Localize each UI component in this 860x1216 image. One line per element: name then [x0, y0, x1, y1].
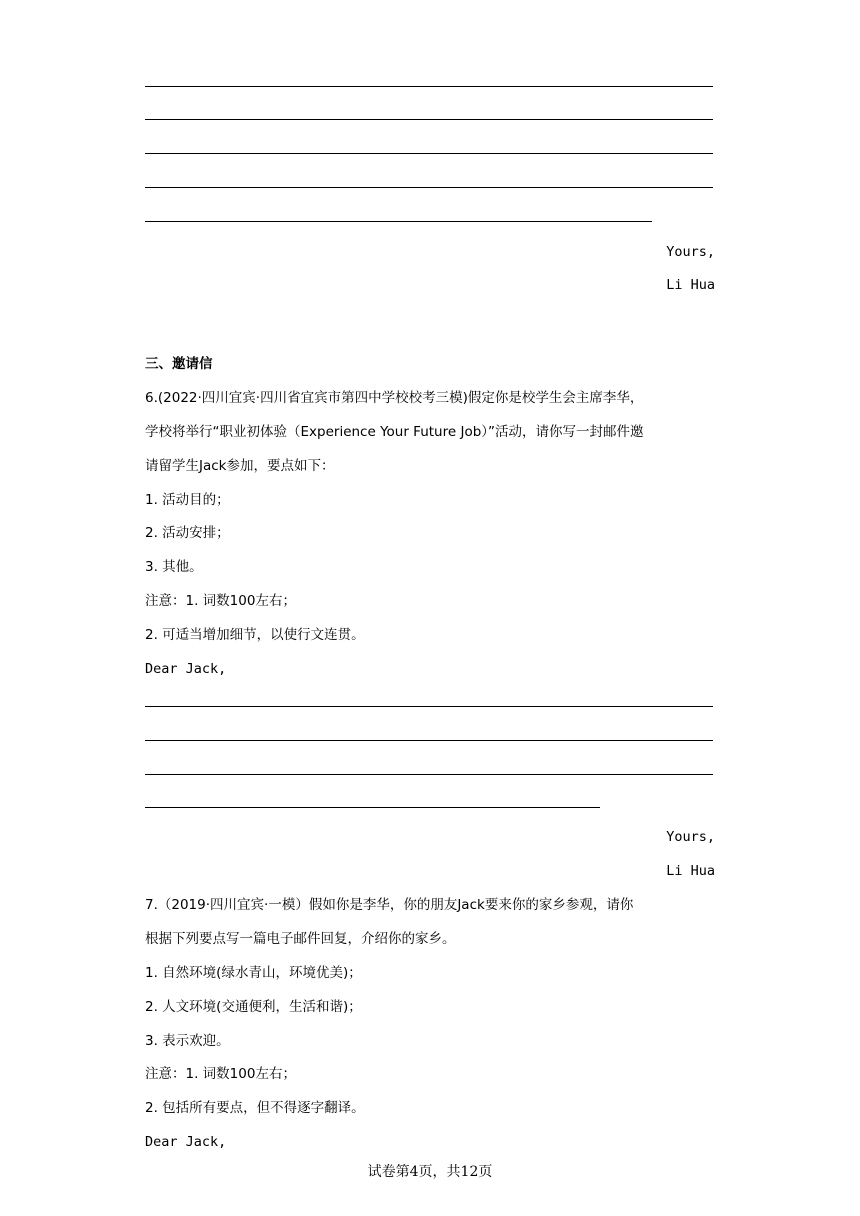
greeting: Dear Jack, — [145, 661, 227, 677]
answer-line — [145, 807, 600, 808]
greeting: Dear Jack, — [145, 1134, 227, 1150]
question-7-line-1: 7.（2019·四川宜宾·一模）假如你是李华，你的朋友Jack要来你的家乡参观，请你 — [145, 897, 634, 913]
point-item: 3. 其他。 — [145, 559, 203, 575]
note-line: 注意：1. 词数100左右； — [145, 593, 296, 609]
point-item: 1. 自然环境(绿水青山，环境优美)； — [145, 965, 362, 981]
signature: Li Hua — [666, 277, 715, 293]
closing: Yours, — [666, 244, 715, 260]
question-7-line-2: 根据下列要点写一篇电子邮件回复，介绍你的家乡。 — [145, 931, 456, 947]
section-heading: 三、邀请信 — [145, 356, 213, 372]
question-6-line-3: 请留学生Jack参加，要点如下： — [145, 458, 335, 474]
answer-line — [145, 86, 713, 87]
answer-line — [145, 119, 713, 120]
point-item: 3. 表示欢迎。 — [145, 1033, 230, 1049]
answer-line — [145, 187, 713, 188]
answer-line — [145, 221, 652, 222]
question-6-line-2: 学校将举行“职业初体验（Experience Your Future Job）”活动，请你写一封邮件邀 — [145, 424, 644, 440]
answer-line — [145, 153, 713, 154]
note-line: 2. 包括所有要点，但不得逐字翻译。 — [145, 1100, 365, 1116]
answer-line — [145, 706, 713, 707]
closing: Yours, — [666, 829, 715, 845]
question-6-line-1: 6.(2022·四川宜宾·四川省宜宾市第四中学校校考三模)假定你是校学生会主席李华， — [145, 390, 644, 406]
note-line: 注意：1. 词数100左右； — [145, 1066, 296, 1082]
point-item: 1. 活动目的； — [145, 492, 230, 508]
answer-line — [145, 740, 713, 741]
page-footer: 试卷第4页，共12页 — [367, 1164, 493, 1180]
answer-line — [145, 774, 713, 775]
point-item: 2. 人文环境(交通便利，生活和谐)； — [145, 999, 362, 1015]
note-line: 2. 可适当增加细节，以使行文连贯。 — [145, 627, 365, 643]
signature: Li Hua — [666, 863, 715, 879]
point-item: 2. 活动安排； — [145, 525, 230, 541]
